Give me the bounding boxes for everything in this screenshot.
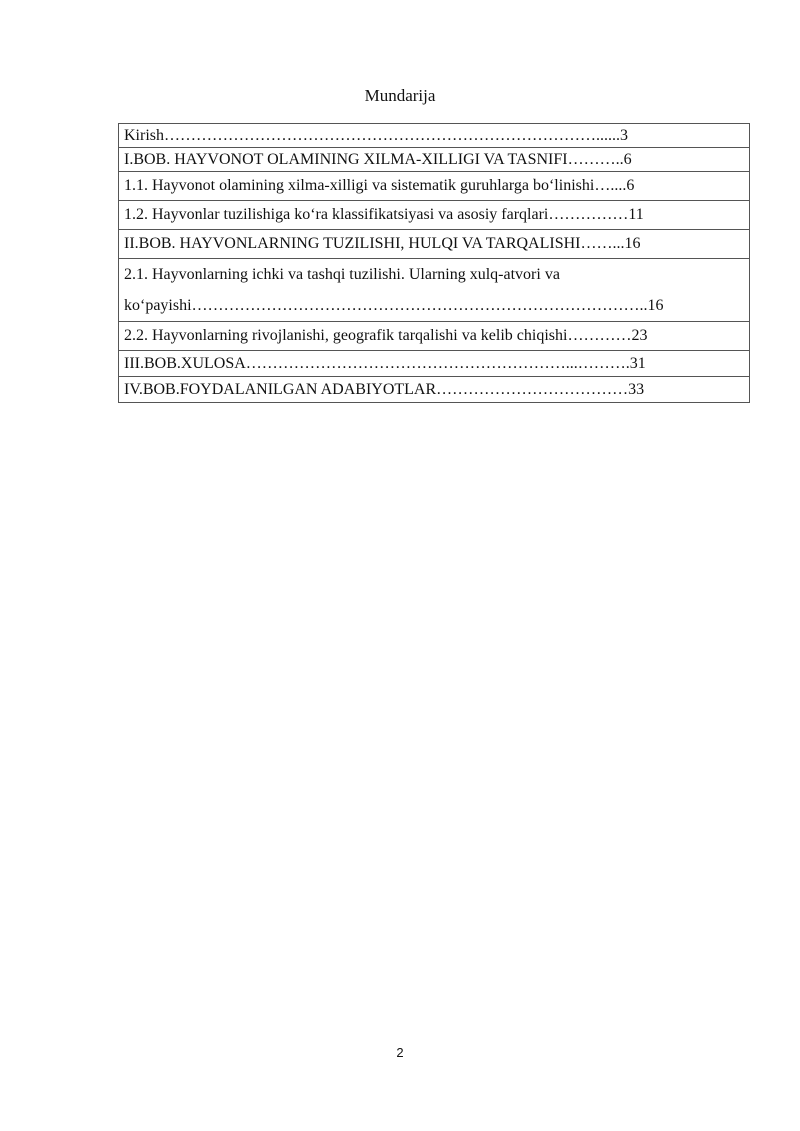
toc-row [119, 377, 750, 403]
toc-row [119, 124, 750, 148]
toc-row [119, 148, 750, 172]
toc-entry-section-2-2: 2.2. Hayvonlarning rivojlanishi, geografik tarqalishi va kelib chiqishi…………23 [119, 322, 750, 351]
page-title: Mundarija [364, 86, 436, 105]
toc-row [119, 230, 750, 259]
toc-entry-chapter-3: III.BOB.XULOSA……………………………………………………...……….31 [119, 351, 750, 377]
toc-entry-line: ko‘payishi…………………………………………………………………………..16 [124, 297, 664, 314]
toc-entry-introduction: Kirish………………………………………………………………………......3 [119, 124, 750, 148]
page-number: 2 [396, 1045, 404, 1060]
toc-row [119, 201, 750, 230]
toc-entry-chapter-1: I.BOB. HAYVONOT OLAMINING XILMA-XILLIGI VA TASNIFI………..6 [119, 148, 750, 172]
toc-row [119, 259, 750, 322]
table-of-contents [118, 123, 750, 403]
toc-entry-chapter-2: II.BOB. HAYVONLARNING TUZILISHI, HULQI VA TARQALISHI……...16 [119, 230, 750, 259]
toc-entry-section-1-2: 1.2. Hayvonlar tuzilishiga ko‘ra klassifikatsiyasi va asosiy farqlari……………11 [119, 201, 750, 230]
toc-row [119, 172, 750, 201]
toc-entry-section-1-1: 1.1. Hayvonot olamining xilma-xilligi va sistematik guruhlarga bo‘linishi…....6 [119, 172, 750, 201]
toc-entry-section-2-1 [119, 259, 750, 322]
toc-row [119, 322, 750, 351]
toc-entry-chapter-4: IV.BOB.FOYDALANILGAN ADABIYOTLAR………………………………33 [119, 377, 750, 403]
toc-entry-line: 2.1. Hayvonlarning ichki va tashqi tuzilishi. Ularning xulq-atvori va [124, 266, 560, 283]
toc-row [119, 351, 750, 377]
